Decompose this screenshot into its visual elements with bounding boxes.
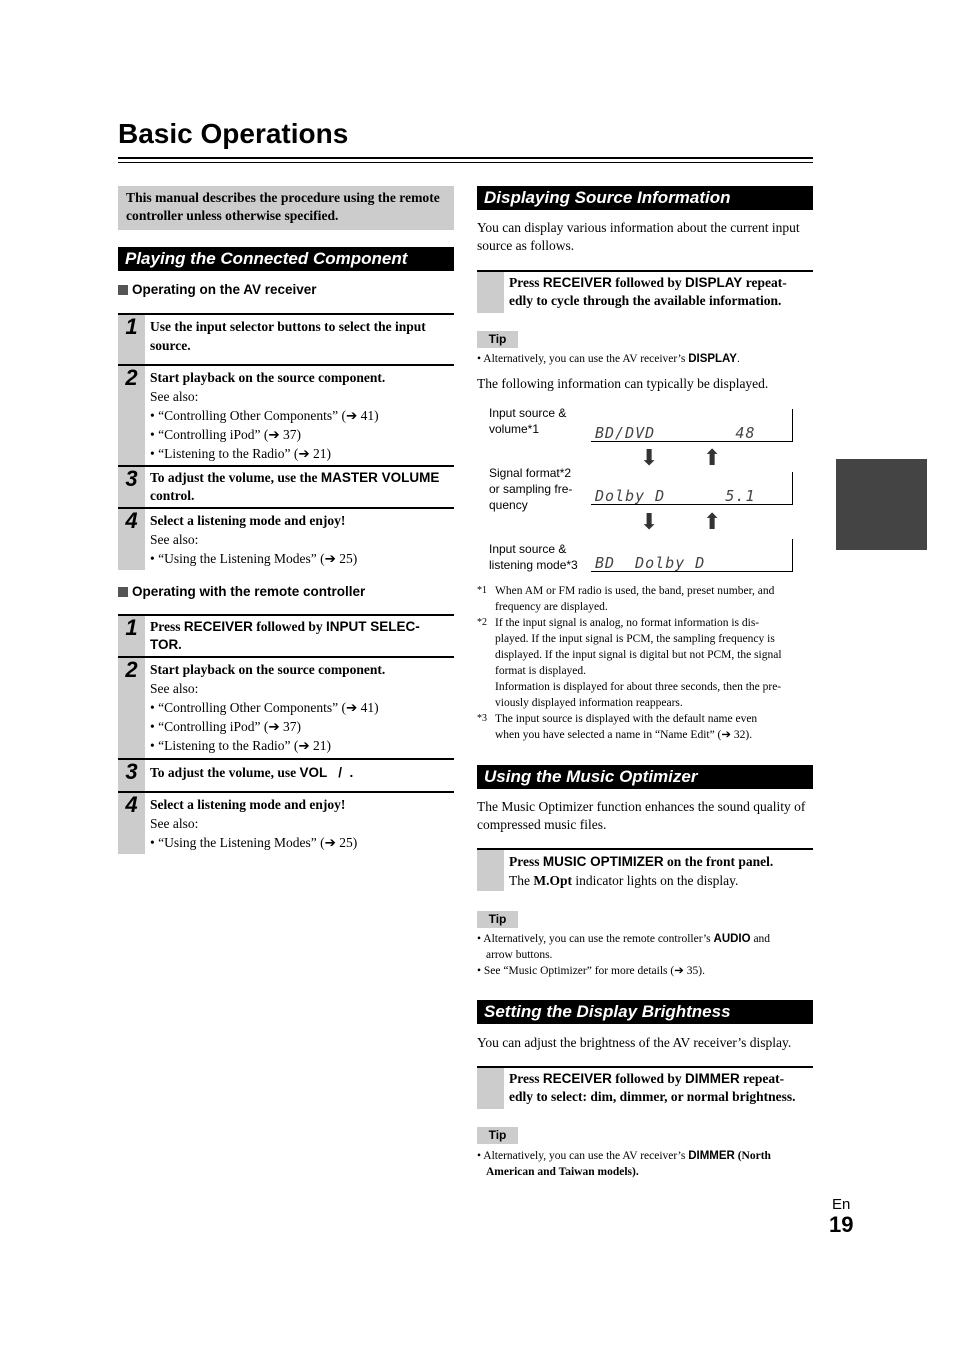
brightness-tip: • Alternatively, you can use the AV receiver’s DIMMER (North American and Taiwan models). (477, 1150, 771, 1178)
receiver-step-2 (118, 364, 454, 465)
tip-label: Tip (477, 331, 518, 348)
row-label-signal-format: Signal format*2 or sampling fre- quency (489, 466, 573, 512)
footnote-3: *3 The input source is displayed with the default name even when you have selected a name in “Name Edit” (➔ 32). (477, 713, 758, 741)
footnote-2: *2 If the input signal is analog, no format information is dis- played. If the input signal is PCM, the sampling frequency is displayed. If the input signal is digital but not PCM, the signal format is displayed. Information is displayed for about three seconds, then the pre- viously displayed information reappears. (477, 617, 782, 709)
row-label-input-volume: Input source & volume*1 (489, 406, 567, 436)
display-step: Press RECEIVER followed by DISPLAY repeat- edly to cycle through the available information. (477, 270, 813, 313)
lcd-display-1: BD/DVD 48 (591, 409, 793, 442)
see-also-item: • “Using the Listening Modes” (➔ 25) (150, 551, 358, 566)
see-also-item: • “Controlling iPod” (➔ 37) (150, 719, 302, 734)
see-also-item: • “Controlling iPod” (➔ 37) (150, 427, 302, 442)
arrow-down-icon: ⬇ (640, 446, 659, 471)
see-also-item: • “Controlling Other Components” (➔ 41) (150, 408, 379, 423)
step-text: Use the input selector buttons to select the input source. (150, 319, 426, 353)
remote-step-3: 3 To adjust the volume, use VOL / . (118, 758, 454, 791)
optimizer-intro: The Music Optimizer function enhances the sound quality of compressed music files. (477, 799, 806, 832)
square-bullet-icon (118, 587, 128, 597)
brightness-step: Press RECEIVER followed by DIMMER repeat- edly to select: dim, dimmer, or normal brightness. (477, 1066, 813, 1109)
step-text: Select a listening mode and enjoy! (150, 797, 346, 812)
section-display-title: Displaying Source Information (477, 186, 813, 210)
step-text: Start playback on the source component. (150, 370, 386, 385)
step-number (477, 1068, 504, 1109)
footnote-1: *1 When AM or FM radio is used, the band, preset number, and frequency are displayed. (477, 585, 775, 613)
see-also-item: • “Listening to the Radio” (➔ 21) (150, 738, 331, 753)
chapter-tab (836, 459, 927, 550)
receiver-step-4 (118, 507, 454, 570)
brightness-intro: You can adjust the brightness of the AV receiver’s display. (477, 1035, 792, 1050)
receiver-step-3: 3 To adjust the volume, use the MASTER VOLUME control. (118, 465, 454, 507)
see-also: See also: (150, 816, 199, 831)
square-bullet-icon (118, 285, 128, 295)
step-text: Select a listening mode and enjoy! (150, 513, 346, 528)
see-also: See also: (150, 681, 199, 696)
step-number (477, 272, 504, 313)
section-optimizer-title: Using the Music Optimizer (477, 765, 813, 789)
page-title: Basic Operations (118, 118, 349, 149)
master-volume-label: MASTER VOLUME (320, 470, 440, 485)
step-text: Start playback on the source component. (150, 662, 386, 677)
step-number: 3 (118, 467, 145, 507)
optimizer-tips: • Alternatively, you can use the remote controller’s AUDIO and arrow buttons. • See “Music Optimizer” for more details (➔ 35). (477, 933, 771, 977)
tip-label: Tip (477, 911, 518, 928)
arrow-down-icon: ⬇ (640, 510, 659, 535)
section-playing-title: Playing the Connected Component (118, 247, 454, 271)
step-number: 4 (118, 793, 145, 854)
remote-step-4 (118, 791, 454, 854)
see-also-item: • “Controlling Other Components” (➔ 41) (150, 700, 379, 715)
intro-note: This manual describes the procedure using the remote controller unless otherwise specified. (118, 186, 454, 230)
arrow-up-icon: ⬆ (703, 510, 722, 535)
row-label-input-mode: Input source & listening mode*3 (489, 542, 578, 572)
step-number: 3 (118, 760, 145, 791)
step-number: 1 (118, 315, 145, 364)
subhead-remote: Operating with the remote controller (118, 584, 365, 599)
lcd-display-3: BD Dolby D (591, 539, 793, 572)
vol-label: VOL / . (299, 765, 354, 780)
see-also: See also: (150, 389, 199, 404)
tip-label: Tip (477, 1127, 518, 1144)
step-number (477, 850, 504, 891)
display-tip: • Alternatively, you can use the AV receiver’s DISPLAY. (477, 353, 740, 365)
see-also-item: • “Using the Listening Modes” (➔ 25) (150, 835, 358, 850)
arrow-up-icon: ⬆ (703, 446, 722, 471)
display-following: The following information can typically be displayed. (477, 376, 769, 391)
see-also-item: • “Listening to the Radio” (➔ 21) (150, 446, 331, 461)
step-number: 2 (118, 658, 145, 758)
step-number: 1 (118, 616, 145, 656)
see-also: See also: (150, 532, 199, 547)
section-brightness-title: Setting the Display Brightness (477, 1000, 813, 1024)
page-number: 19 (829, 1212, 854, 1237)
subhead-receiver: Operating on the AV receiver (118, 282, 317, 297)
title-rule (118, 157, 813, 159)
optimizer-step: Press MUSIC OPTIMIZER on the front panel. The M.Opt indicator lights on the display. (477, 848, 813, 891)
receiver-step-1 (118, 313, 454, 364)
page-language: En (832, 1196, 851, 1213)
lcd-display-2: Dolby D 5.1 (591, 472, 793, 505)
remote-step-2 (118, 656, 454, 758)
display-footnotes (477, 583, 817, 743)
step-number: 2 (118, 366, 145, 465)
display-intro: You can display various information about the current input source as follows. (477, 220, 800, 253)
title-rule-thin (118, 162, 813, 163)
step-number: 4 (118, 509, 145, 570)
remote-step-1: 1 Press RECEIVER followed by INPUT SELEC- TOR. (118, 614, 454, 656)
